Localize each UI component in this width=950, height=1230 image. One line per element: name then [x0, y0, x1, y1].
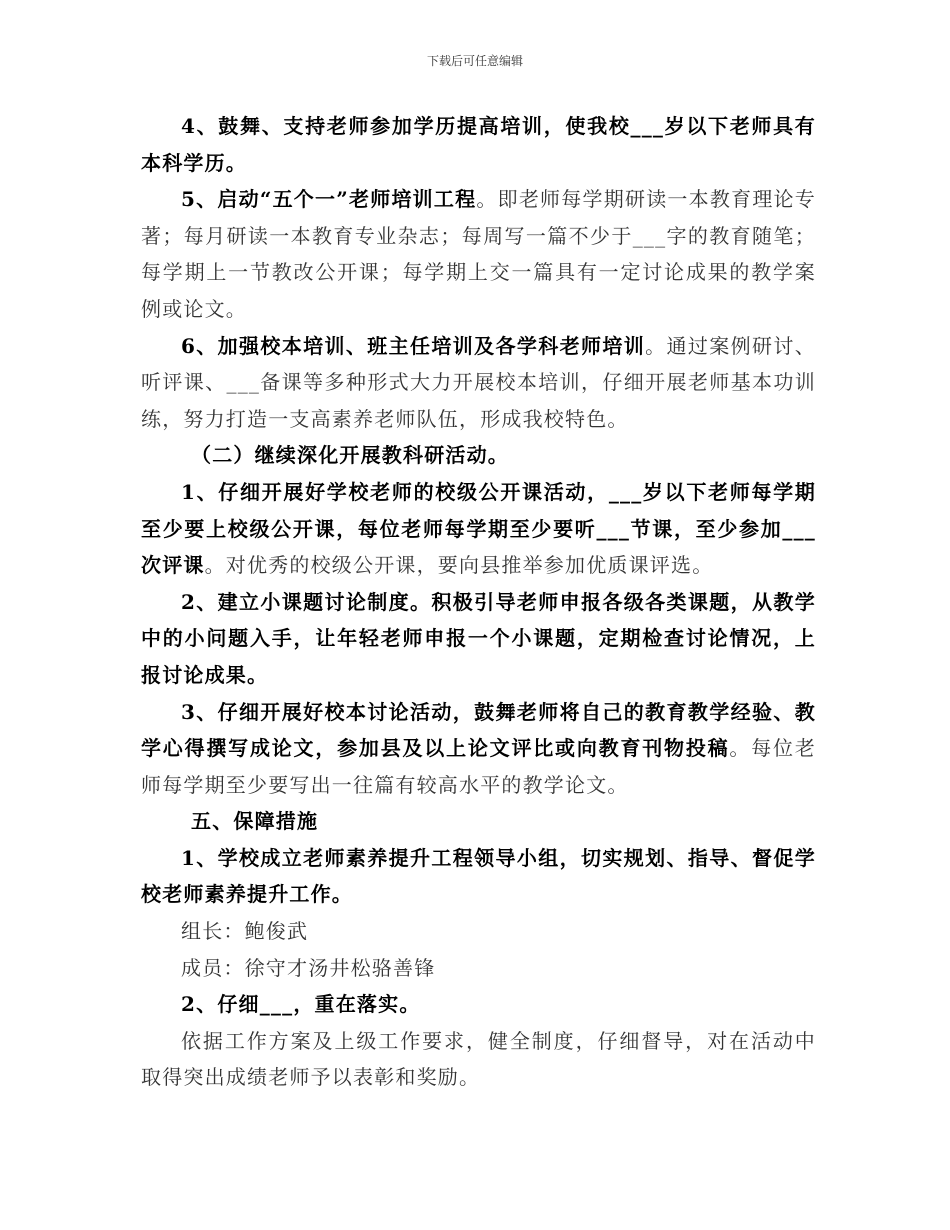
- page-header: 下载后可任意编辑: [426, 54, 523, 68]
- paragraph-text: 。即老师每学期研读一本教育理论专著；每月研读一本教育专业杂志；每周写一篇不少于___字的教育随笔；每学期上一节教改公开课；每学期上交一篇具有一定讨论成果的教学案例或论文。: [141, 187, 816, 321]
- paragraph-item-5: [141, 181, 816, 327]
- paragraph-item-4: [141, 108, 816, 181]
- paragraph-bold-text: 1、学校成立老师素养提升工程领导小组，切实规划、指导、督促学校老师素养提升工作。: [141, 845, 816, 907]
- paragraph-research-1: [141, 474, 816, 584]
- paragraph-text: 成员：徐守才汤井松骆善锋: [181, 955, 436, 980]
- paragraph-text: 组长：鲍俊武: [181, 919, 309, 944]
- paragraph-research-2: [141, 584, 816, 694]
- section-heading-guarantee: 五、保障措施: [191, 809, 319, 834]
- paragraph-research-3: [141, 694, 816, 804]
- paragraph-bold-text: 4、鼓舞、支持老师参加学历提高培训，使我校___岁以下老师具有本科学历。: [141, 114, 816, 175]
- paragraph-text: 。每位老师每学期至少要写出一往篇有较高水平的教学论文。: [141, 736, 816, 797]
- paragraph-guarantee-1: [141, 840, 816, 913]
- paragraph-bold-text: 2、仔细___，重在落实。: [181, 992, 421, 1017]
- paragraph-bold-text: 3、仔细开展好校本讨论活动，鼓舞老师将自己的教育教学经验、教学心得撰写成论文，参加县及以上论文评比或向教育刊物投稿: [141, 699, 816, 761]
- paragraph-text: 。对优秀的校级公开课，要向县推举参加优质课评选。: [204, 553, 714, 578]
- paragraph-implementation: [141, 1023, 816, 1096]
- paragraph-bold-text: 6、加强校本培训、班主任培训及各学科老师培训: [181, 333, 646, 358]
- paragraph-bold-text: 2、建立小课题讨论制度。积极引导老师申报各级各类课题，从教学中的小问题入手，让年轻老师申报一个小课题，定期检查讨论情况，上报讨论成果。: [141, 589, 816, 687]
- paragraph-bold-text: 5、启动“五个一”老师培训工程: [181, 187, 477, 212]
- section-heading-research: （二）继续深化开展教科研活动。: [191, 443, 509, 468]
- paragraph-text: 依据工作方案及上级工作要求，健全制度，仔细督导，对在活动中取得突出成绩老师予以表彰和奖励。: [141, 1028, 816, 1090]
- paragraph-guarantee-2: [141, 986, 816, 1023]
- paragraph-text: 。通过案例研讨、听评课、___备课等多种形式大力开展校本培训，仔细开展老师基本功训练，努力打造一支高素养老师队伍，形成我校特色。: [141, 333, 816, 431]
- paragraph-team-members: [141, 950, 816, 987]
- paragraph-team-leader: [141, 913, 816, 950]
- paragraph-bold-text: 1、仔细开展好学校老师的校级公开课活动，___岁以下老师每学期至少要上校级公开课，每位老师每学期至少要听___节课，至少参加___次评课: [141, 479, 816, 578]
- document-body: [141, 108, 816, 1096]
- paragraph-item-6: [141, 328, 816, 438]
